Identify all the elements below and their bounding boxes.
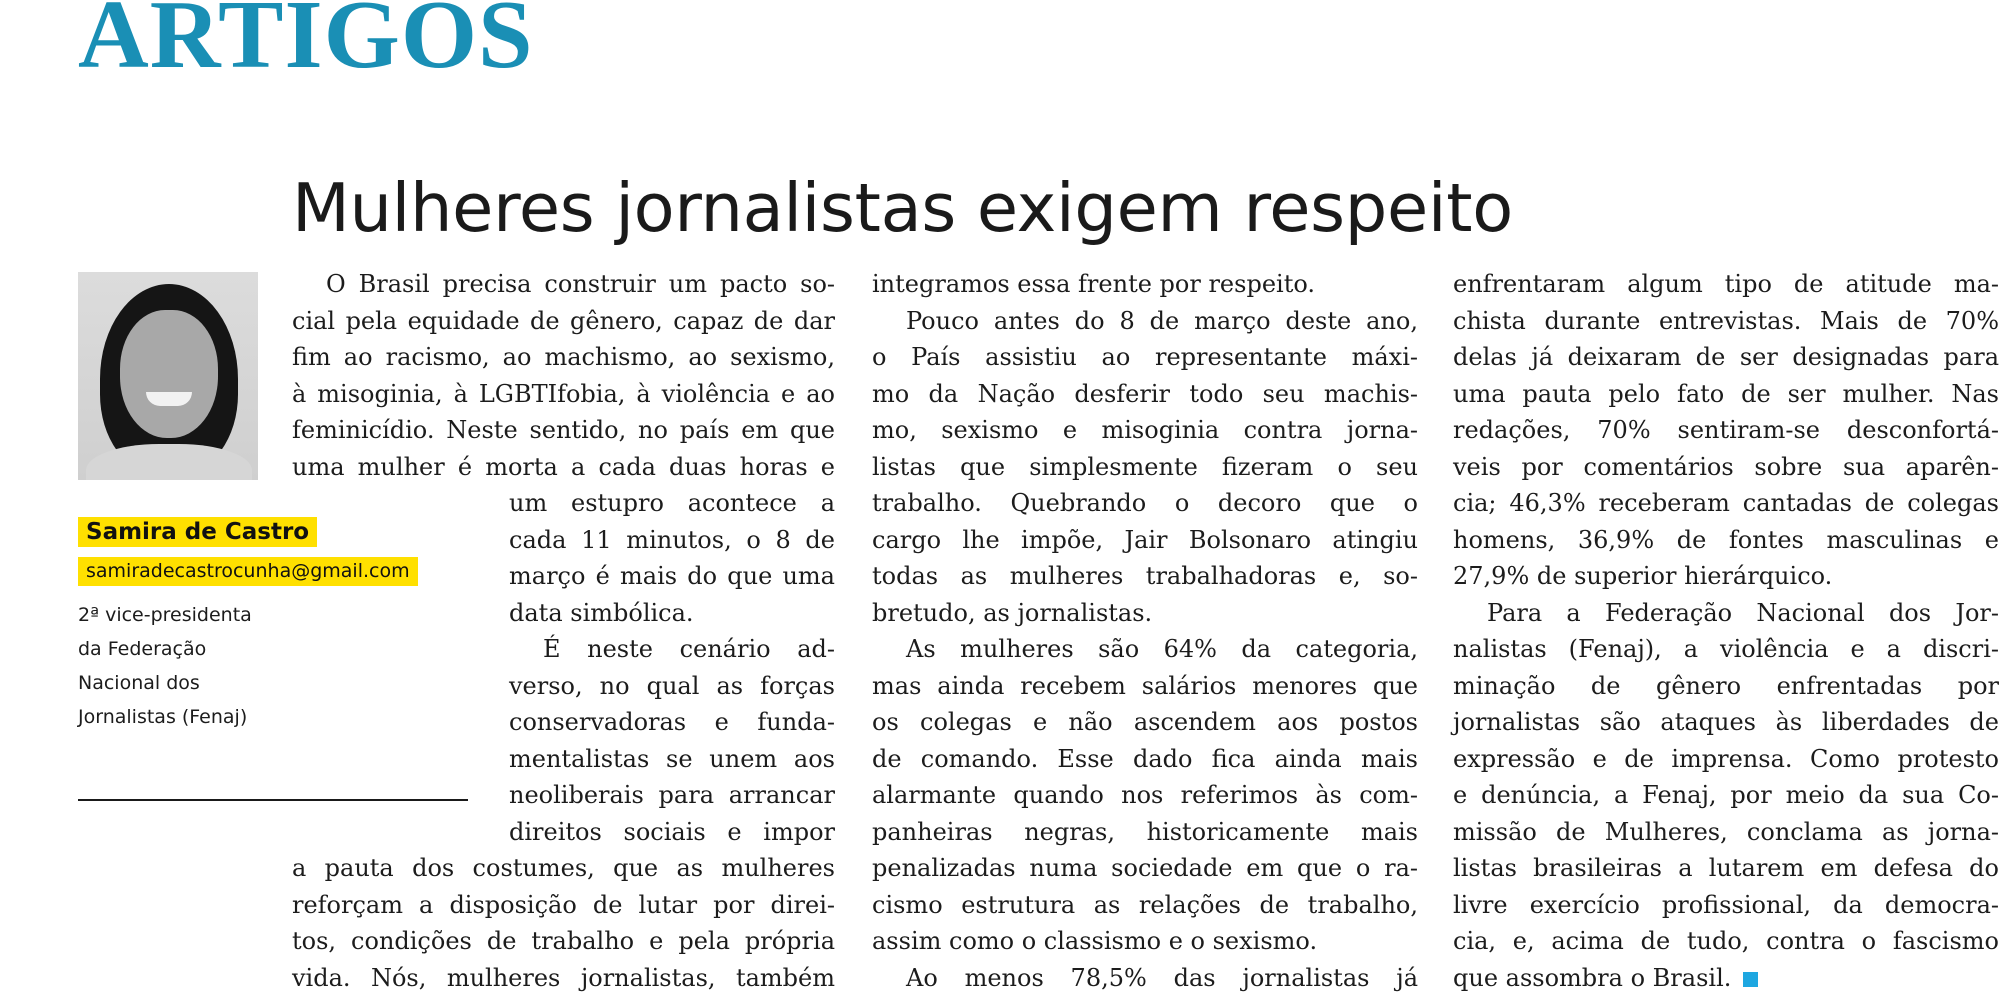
col1-line: O Brasil precisa construir um pacto so-	[292, 266, 835, 303]
article-headline: Mulheres jornalistas exigem respeito	[292, 172, 1513, 246]
col2-line: trabalho. Quebrando o decoro que o	[872, 485, 1418, 522]
col2-line: Pouco antes do 8 de março deste ano,	[872, 303, 1418, 340]
col1-line: feminicídio. Neste sentido, no país em que	[292, 412, 835, 449]
col1-line: cada 11 minutos, o 8 de	[509, 522, 835, 559]
col3-line: cia, e, acima de tudo, contra o fascismo	[1453, 923, 1999, 960]
col2-line: mo da Nação desferir todo seu machis-	[872, 376, 1418, 413]
col3-line: cia; 46,3% receberam cantadas de colegas	[1453, 485, 1999, 522]
section-title: ARTIGOS	[78, 0, 534, 84]
col3-line: chista durante entrevistas. Mais de 70%	[1453, 303, 1999, 340]
col1-line: à misoginia, à LGBTIfobia, à violência e ao	[292, 376, 835, 413]
col2-line: cismo estrutura as relações de trabalho,	[872, 887, 1418, 924]
col2-line: mo, sexismo e misoginia contra jorna-	[872, 412, 1418, 449]
col1-line: um estupro acontece a	[509, 485, 835, 522]
col3-line: listas brasileiras a lutarem em defesa do	[1453, 850, 1999, 887]
col1-line: uma mulher é morta a cada duas horas e	[292, 449, 835, 486]
col2-line: alarmante quando nos referimos às com-	[872, 777, 1418, 814]
col3-line: delas já deixaram de ser designadas para	[1453, 339, 1999, 376]
col3-line: 27,9% de superior hierárquico.	[1453, 558, 1999, 595]
col1-line: vida. Nós, mulheres jornalistas, também	[292, 960, 835, 996]
col2-line: panheiras negras, historicamente mais	[872, 814, 1418, 851]
col2-line: penalizadas numa sociedade em que o ra-	[872, 850, 1418, 887]
col1-line: reforçam a disposição de lutar por direi-	[292, 887, 835, 924]
author-name: Samira de Castro	[78, 517, 317, 547]
col3-line: expressão e de imprensa. Como protesto	[1453, 741, 1999, 778]
author-role	[78, 598, 298, 734]
col3-line: homens, 36,9% de fontes masculinas e	[1453, 522, 1999, 559]
col3-line: nalistas (Fenaj), a violência e a discri-	[1453, 631, 1999, 668]
col2-line: As mulheres são 64% da categoria,	[872, 631, 1418, 668]
col1-line: março é mais do que uma	[509, 558, 835, 595]
col1-line: conservadoras e funda-	[509, 704, 835, 741]
col2-line: cargo lhe impõe, Jair Bolsonaro atingiu	[872, 522, 1418, 559]
col3-line: que assombra o Brasil.	[1453, 960, 1999, 996]
col2-line: Ao menos 78,5% das jornalistas já	[872, 960, 1418, 996]
author-photo	[78, 272, 258, 480]
col2-line: todas as mulheres trabalhadoras e, so-	[872, 558, 1418, 595]
col3-line: redações, 70% sentiram-se desconfortá-	[1453, 412, 1999, 449]
col2-line: o País assistiu ao representante máxi-	[872, 339, 1418, 376]
col3-line: enfrentaram algum tipo de atitude ma-	[1453, 266, 1999, 303]
col1-line: cial pela equidade de gênero, capaz de dar	[292, 303, 835, 340]
col2-line: de comando. Esse dado fica ainda mais	[872, 741, 1418, 778]
author-role-line: Jornalistas (Fenaj)	[78, 700, 298, 734]
col2-line: bretudo, as jornalistas.	[872, 595, 1418, 632]
author-role-line: Nacional dos	[78, 666, 298, 700]
col3-line: Para a Federação Nacional dos Jor-	[1453, 595, 1999, 632]
col3-line: missão de Mulheres, conclama as jorna-	[1453, 814, 1999, 851]
col1-line: É neste cenário ad-	[509, 631, 835, 668]
author-email: samiradecastrocunha@gmail.com	[78, 557, 418, 586]
col1-line: a pauta dos costumes, que as mulheres	[292, 850, 835, 887]
end-of-article-mark	[1743, 972, 1758, 987]
col3-line: e denúncia, a Fenaj, por meio da sua Co-	[1453, 777, 1999, 814]
col1-line: tos, condições de trabalho e pela própria	[292, 923, 835, 960]
col1-line: neoliberais para arrancar	[509, 777, 835, 814]
col1-line: direitos sociais e impor	[509, 814, 835, 851]
col2-line: listas que simplesmente fizeram o seu	[872, 449, 1418, 486]
col2-line: os colegas e não ascendem aos postos	[872, 704, 1418, 741]
author-role-line: 2ª vice-presidenta	[78, 598, 298, 632]
col3-line: minação de gênero enfrentadas por	[1453, 668, 1999, 705]
col1-line: mentalistas se unem aos	[509, 741, 835, 778]
col1-line: verso, no qual as forças	[509, 668, 835, 705]
col1-line: fim ao racismo, ao machismo, ao sexismo,	[292, 339, 835, 376]
author-divider	[78, 799, 468, 801]
col2-line: mas ainda recebem salários menores que	[872, 668, 1418, 705]
col2-line: integramos essa frente por respeito.	[872, 266, 1418, 303]
col3-line: livre exercício profissional, da democra-	[1453, 887, 1999, 924]
author-role-line: da Federação	[78, 632, 298, 666]
col1-line: data simbólica.	[509, 595, 835, 632]
col3-line: uma pauta pelo fato de ser mulher. Nas	[1453, 376, 1999, 413]
col3-line: jornalistas são ataques às liberdades de	[1453, 704, 1999, 741]
col2-line: assim como o classismo e o sexismo.	[872, 923, 1418, 960]
col3-line: veis por comentários sobre sua aparên-	[1453, 449, 1999, 486]
